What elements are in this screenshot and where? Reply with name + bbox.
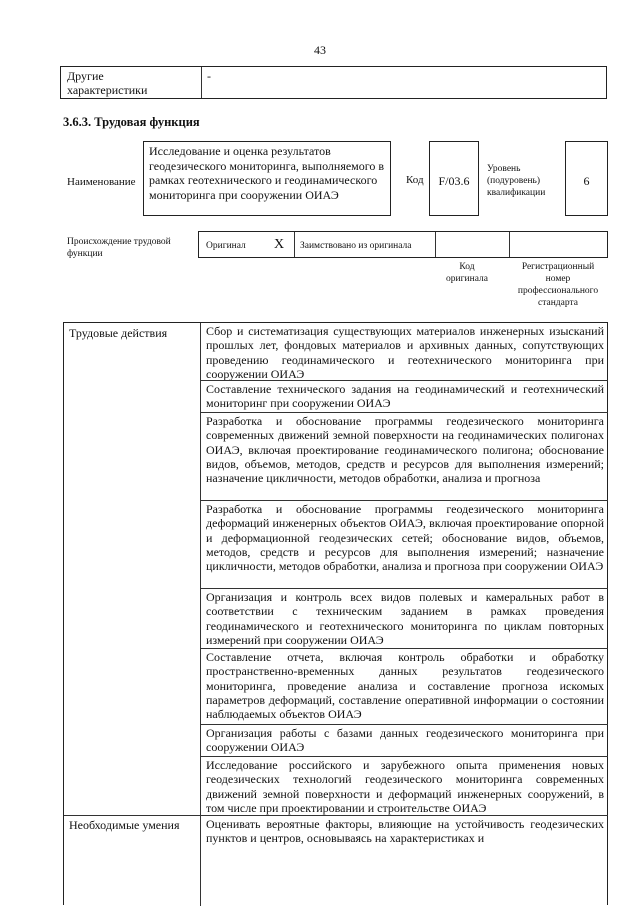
level-box: 6: [565, 141, 608, 216]
original-label: Оригинал: [206, 241, 246, 251]
registration-number-caption: Регистрационный номер профессионального стандарта: [517, 262, 599, 308]
name-label: Наименование: [67, 176, 136, 188]
labor-action-item: Организация работы с базами данных геодезического мониторинга при сооружении ОИАЭ: [206, 726, 604, 755]
labor-action-item: Составление отчета, включая контроль обработки и обработку пространственно-временных данных результатов геодезического мониторинга, проведение анализа и составление прогноза искомых параметров деформаций, составление оперативной информации о состоянии наблюдаемых объектов ОИАЭ: [206, 650, 604, 722]
labor-action-item: Составление технического задания на геодинамический и геотехнический мониторинг при сооружении ОИАЭ: [206, 382, 604, 411]
original-mark: X: [274, 237, 285, 252]
labor-function-table: [63, 322, 608, 905]
code-original-caption: Код оригинала: [446, 262, 488, 284]
origin-row: [198, 231, 608, 258]
labor-actions-label: Трудовые действия: [69, 326, 168, 340]
borrowed-label: Заимствовано из оригинала: [300, 241, 412, 251]
other-characteristics-row: [60, 66, 607, 99]
function-name-box: Исследование и оценка результатов геодезического мониторинга, выполняемого в рамках геотехнического и геодинамического мониторинга при сооружении ОИАЭ: [143, 141, 391, 216]
other-characteristics-label: Другие характеристики: [67, 69, 148, 97]
labor-action-item: Разработка и обоснование программы геодезического мониторинга современных движений земной поверхности на геодинамических полигонах ОИАЭ, включая проектирование геодинамического полигона; обоснование видов, объемов, методов, средств и ресурсов для выполнения измерений; назначение цикличности, методов обработки, анализа и прогноза: [206, 414, 604, 486]
page-number: 43: [314, 43, 326, 57]
section-title: 3.6.3. Трудовая функция: [63, 115, 200, 129]
origin-label: Происхождение трудовой функции: [67, 237, 171, 259]
labor-action-item: Организация и контроль всех видов полевых и камеральных работ в соответствии с техническим заданием в рамках проведения геодинамического и геотехнического мониторинга по циклам повторных измерений при сооружении ОИАЭ: [206, 590, 604, 647]
labor-action-item: Исследование российского и зарубежного опыта применения новых геодезических технологий геодезического мониторинга современных движений земной поверхности и деформаций инженерных сооружений, в том числе при проектировании и строительстве ОИАЭ: [206, 758, 604, 815]
required-skills-label: Необходимые умения: [69, 818, 180, 832]
code-label: Код: [406, 174, 424, 186]
labor-action-item: Разработка и обоснование программы геодезического мониторинга деформаций инженерных объектов ОИАЭ, включая проектирование опорной и деформационной геодезических сетей; обоснование видов, объемов, методов, средств и ресурсов для выполнения измерений; назначение цикличности, методов обработки, анализа и прогноза при сооружении ОИАЭ: [206, 502, 604, 574]
labor-action-item: Сбор и систематизация существующих материалов инженерных изысканий прошлых лет, фондовых материалов и архивных данных, сопутствующих проведению геодинамического и геотехнического мониторинга при сооружении ОИАЭ: [206, 324, 604, 381]
code-box: F/03.6: [429, 141, 479, 216]
skill-item: Оценивать вероятные факторы, влияющие на устойчивость геодезических пунктов и центров, основываясь на характеристиках и: [206, 817, 604, 846]
other-characteristics-value: -: [207, 69, 211, 83]
qualification-level-label: Уровень (подуровень) квалификации: [487, 164, 546, 198]
